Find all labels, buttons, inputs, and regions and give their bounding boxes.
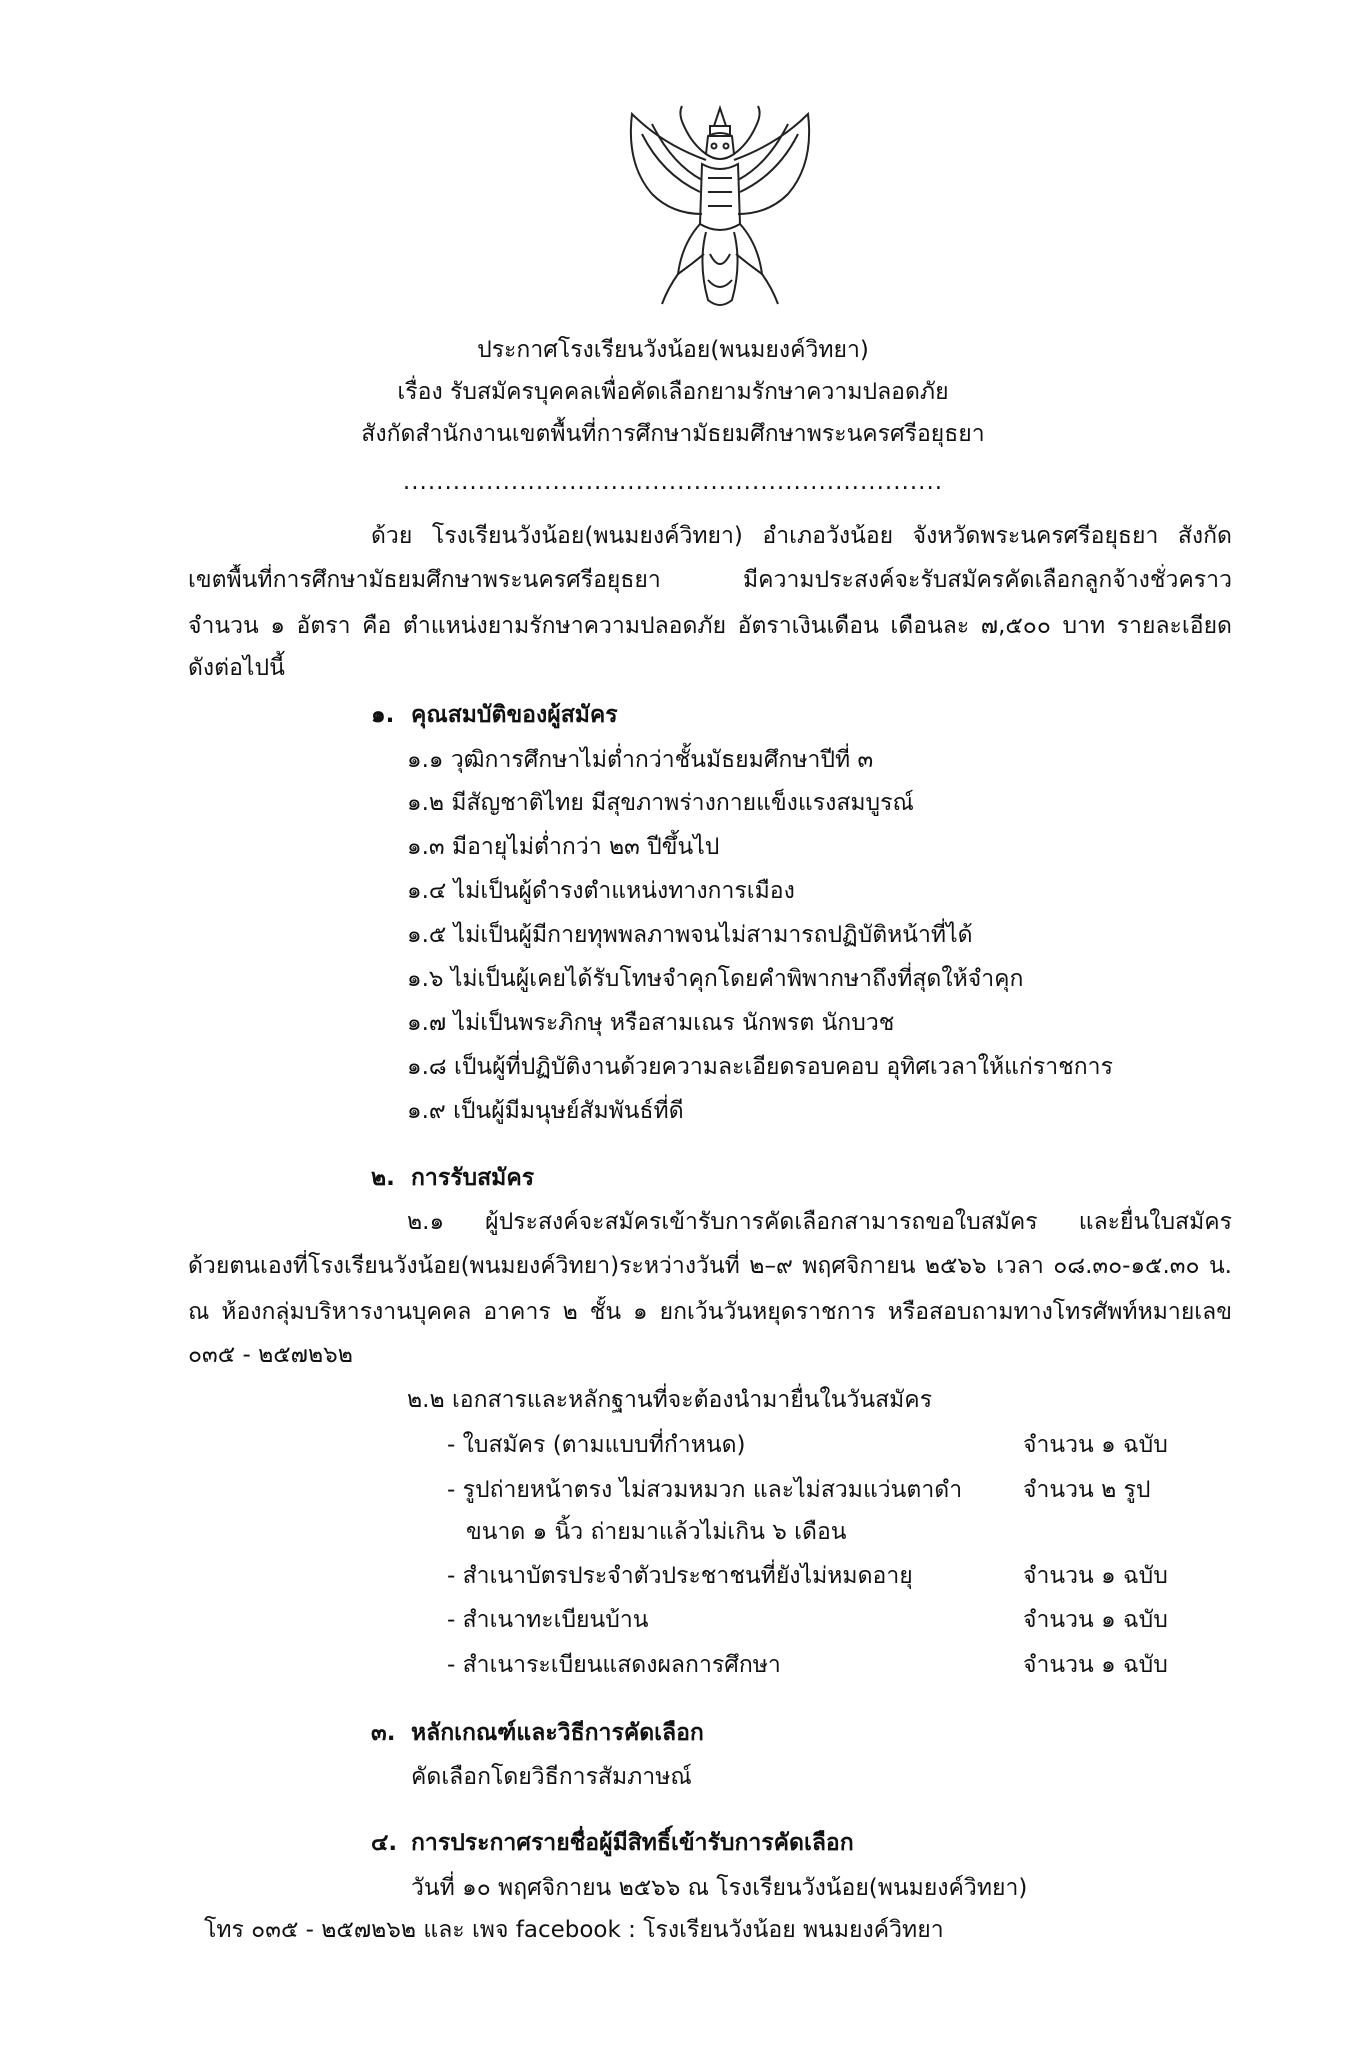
qualification-item: ๑.๑ วุฒิการศึกษาไม่ต่ำกว่าชั้นมัธยมศึกษาปีที่ ๓: [407, 747, 874, 773]
section-title: การรับสมัคร: [411, 1165, 535, 1191]
section-number: ๔.: [371, 1830, 398, 1856]
intro-line: เขตพื้นที่การศึกษามัธยมศึกษาพระนครศรีอยุธยา มีความประสงค์จะรับสมัครคัดเลือกลูกจ้างชั่วคราว: [188, 567, 1232, 593]
qualification-item: ๑.๓ มีอายุไม่ต่ำกว่า ๒๓ ปีขึ้นไป: [407, 834, 720, 860]
qualification-item: ๑.๙ เป็นผู้มีมนุษย์สัมพันธ์ที่ดี: [407, 1098, 684, 1124]
section1-heading: [371, 699, 618, 731]
qualification-item: ๑.๖ ไม่เป็นผู้เคยได้รับโทษจำคุกโดยคำพิพากษาถึงที่สุดให้จำคุก: [407, 966, 1024, 992]
document-name: - สำเนาทะเบียนบ้าน: [447, 1607, 649, 1633]
qualification-item: ๑.๒ มีสัญชาติไทย มีสุขภาพร่างกายแข็งแรงสมบูรณ์: [407, 790, 914, 816]
section4-heading: [371, 1827, 854, 1859]
document-qty: จำนวน ๒ รูป: [1023, 1477, 1151, 1503]
document-item: [447, 1560, 1247, 1592]
document-qty: จำนวน ๑ ฉบับ: [1023, 1652, 1168, 1678]
section-number: ๒.: [371, 1165, 395, 1191]
selection-method: คัดเลือกโดยวิธีการสัมภาษณ์: [411, 1764, 692, 1790]
announcement-title: ประกาศโรงเรียนวังน้อย(พนมยงค์วิทยา): [477, 337, 869, 363]
section-title: คุณสมบัติของผู้สมัคร: [411, 702, 618, 728]
intro-line: ดังต่อไปนี้: [188, 655, 285, 681]
announcement-affiliation: สังกัดสำนักงานเขตพื้นที่การศึกษามัธยมศึกษาพระนครศรีอยุธยา: [361, 421, 985, 447]
phone-number: ๐๓๕ - ๒๕๗๒๖๒: [188, 1342, 353, 1368]
qualification-item: ๑.๕ ไม่เป็นผู้มีกายทุพพลภาพจนไม่สามารถปฏิบัติหน้าที่ได้: [407, 922, 973, 948]
document-item: [447, 1649, 1247, 1681]
section-title: การประกาศรายชื่อผู้มีสิทธิ์เข้ารับการคัดเลือก: [411, 1830, 854, 1856]
dotted-divider: .................................................................: [402, 469, 944, 495]
section-number: ๑.: [371, 702, 395, 728]
document-item-continued: ขนาด ๑ นิ้ว ถ่ายมาแล้วไม่เกิน ๖ เดือน: [466, 1519, 847, 1545]
garuda-emblem: [622, 104, 818, 312]
document-name: - ใบสมัคร (ตามแบบที่กำหนด): [447, 1432, 746, 1458]
application-line: ๒.๑ ผู้ประสงค์จะสมัครเข้ารับการคัดเลือกสามารถขอใบสมัคร และยื่นใบสมัคร: [407, 1209, 1232, 1235]
document-name: - สำเนาบัตรประจำตัวประชาชนที่ยังไม่หมดอายุ: [447, 1563, 913, 1589]
application-line: ด้วยตนเองที่โรงเรียนวังน้อย(พนมยงค์วิทยา)ระหว่างวันที่ ๒–๙ พฤศจิกายน ๒๕๖๖ เวลา ๐๘.๓๐-๑๕.๓๐ น.: [188, 1253, 1232, 1279]
document-qty: จำนวน ๑ ฉบับ: [1023, 1432, 1168, 1458]
section3-heading: [371, 1717, 704, 1749]
document-qty: จำนวน ๑ ฉบับ: [1023, 1607, 1168, 1633]
intro-line: จำนวน ๑ อัตรา คือ ตำแหน่งยามรักษาความปลอดภัย อัตราเงินเดือน เดือนละ ๗,๕๐๐ บาท รายละเอียด: [188, 613, 1232, 639]
qualification-item: ๑.๗ ไม่เป็นพระภิกษุ หรือสามเณร นักพรต นักบวช: [407, 1010, 895, 1036]
section2-heading: [371, 1162, 534, 1194]
application-line: ณ ห้องกลุ่มบริหารงานบุคคล อาคาร ๒ ชั้น ๑ ยกเว้นวันหยุดราชการ หรือสอบถามทางโทรศัพท์หมายเลข: [188, 1299, 1232, 1325]
section-number: ๓.: [371, 1720, 396, 1746]
document-item: [447, 1429, 1247, 1461]
qualification-item: ๑.๔ ไม่เป็นผู้ดำรงตำแหน่งทางการเมือง: [407, 878, 795, 904]
contact-info: โทร ๐๓๕ - ๒๕๗๒๖๒ และ เพจ facebook : โรงเรียนวังน้อย พนมยงค์วิทยา: [204, 1917, 944, 1943]
documents-heading: ๒.๒ เอกสารและหลักฐานที่จะต้องนำมายื่นในวันสมัคร: [407, 1387, 933, 1413]
document-name: - สำเนาระเบียนแสดงผลการศึกษา: [447, 1652, 781, 1678]
intro-line: ด้วย โรงเรียนวังน้อย(พนมยงค์วิทยา) อำเภอวังน้อย จังหวัดพระนครศรีอยุธยา สังกัด: [371, 523, 1232, 549]
document-item: [447, 1604, 1247, 1636]
section-title: หลักเกณฑ์และวิธีการคัดเลือก: [411, 1720, 704, 1746]
document-qty: จำนวน ๑ ฉบับ: [1023, 1563, 1168, 1589]
qualification-item: ๑.๘ เป็นผู้ที่ปฏิบัติงานด้วยความละเอียดรอบคอบ อุทิศเวลาให้แก่ราชการ: [407, 1054, 1113, 1080]
document-name: - รูปถ่ายหน้าตรง ไม่สวมหมวก และไม่สวมแว่นตาดำ: [447, 1477, 963, 1503]
announcement-subject: เรื่อง รับสมัครบุคคลเพื่อคัดเลือกยามรักษาความปลอดภัย: [397, 379, 949, 405]
announcement-date: วันที่ ๑๐ พฤศจิกายน ๒๕๖๖ ณ โรงเรียนวังน้อย(พนมยงค์วิทยา): [411, 1875, 1028, 1901]
document-item: [447, 1474, 1247, 1506]
